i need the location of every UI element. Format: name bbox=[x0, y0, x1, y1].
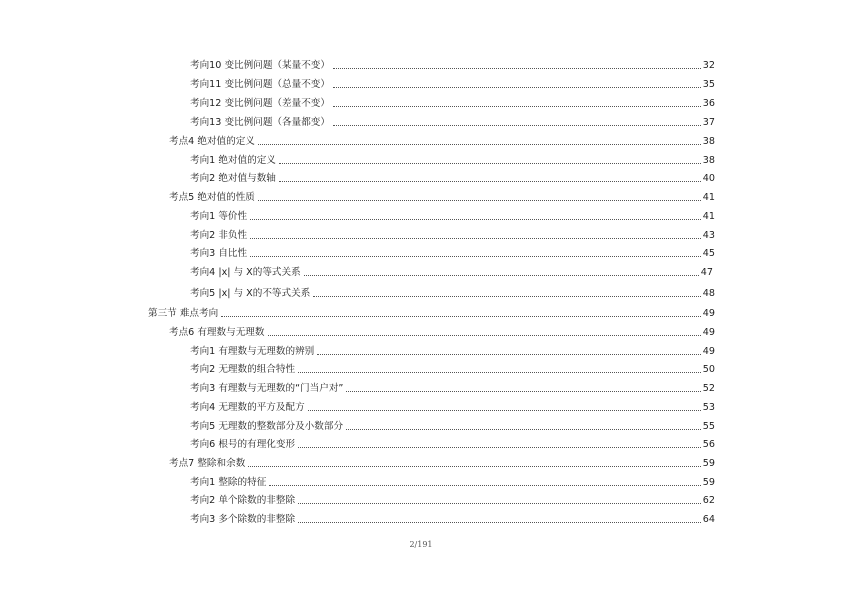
toc-leader-dots bbox=[308, 410, 701, 411]
toc-entry-title: 考向4 无理数的平方及配方 bbox=[190, 402, 305, 413]
toc-entry-title: 考向1 有理数与无理数的辨别 bbox=[190, 346, 315, 357]
toc-entry-page: 53 bbox=[702, 402, 715, 413]
toc-entry-title: 考向10 变比例问题（某量不变） bbox=[190, 60, 330, 71]
toc-leader-dots bbox=[346, 391, 700, 392]
toc-entry-page: 56 bbox=[702, 439, 715, 450]
toc-entry-page: 47 bbox=[700, 267, 713, 278]
toc-leader-dots bbox=[258, 200, 701, 201]
toc-entry-title: 考向1 等价性 bbox=[190, 211, 248, 222]
page-number-footer: 2/191 bbox=[409, 540, 433, 549]
toc-entry-title: 考向6 根号的有理化变形 bbox=[190, 439, 296, 450]
toc-entry-title: 考向3 自比性 bbox=[190, 248, 248, 259]
toc-entry[interactable] bbox=[190, 493, 715, 507]
toc-leader-dots bbox=[333, 68, 701, 69]
toc-entry-page: 45 bbox=[702, 248, 715, 259]
toc-leader-dots bbox=[250, 256, 701, 257]
toc-entry-title: 考向4 |x| 与 X的等式关系 bbox=[190, 267, 301, 278]
toc-entry[interactable] bbox=[190, 153, 715, 167]
toc-entry[interactable] bbox=[190, 171, 715, 185]
toc-leader-dots bbox=[313, 296, 700, 297]
toc-entry-page: 36 bbox=[702, 98, 715, 109]
toc-entry[interactable] bbox=[190, 228, 715, 242]
toc-entry-title: 考向12 变比例问题（差量不变） bbox=[190, 98, 330, 109]
toc-entry-page: 37 bbox=[702, 117, 715, 128]
toc-entry[interactable] bbox=[169, 456, 715, 470]
toc-entry-page: 38 bbox=[702, 136, 715, 147]
toc-entry[interactable] bbox=[190, 115, 715, 129]
toc-leader-dots bbox=[317, 354, 701, 355]
toc-leader-dots bbox=[279, 163, 701, 164]
toc-leader-dots bbox=[333, 106, 701, 107]
toc-entry[interactable] bbox=[169, 190, 715, 204]
toc-entry-page: 41 bbox=[702, 192, 715, 203]
toc-entry-title: 考向13 变比例问题（各量都变） bbox=[190, 117, 330, 128]
toc-leader-dots bbox=[250, 219, 701, 220]
toc-entry-page: 43 bbox=[702, 230, 715, 241]
toc-entry-title: 考点6 有理数与无理数 bbox=[169, 327, 265, 338]
toc-entry[interactable] bbox=[190, 419, 715, 433]
toc-entry-title: 考向2 绝对值与数轴 bbox=[190, 173, 276, 184]
toc-leader-dots bbox=[298, 503, 701, 504]
toc-entry[interactable] bbox=[190, 96, 715, 110]
toc-entry-page: 59 bbox=[702, 458, 715, 469]
toc-entry-title: 考向2 无理数的组合特性 bbox=[190, 364, 296, 375]
toc-entry-title: 考点5 绝对值的性质 bbox=[169, 192, 255, 203]
toc-entry[interactable] bbox=[190, 265, 713, 279]
toc-entry[interactable] bbox=[190, 344, 715, 358]
toc-entry-page: 32 bbox=[702, 60, 715, 71]
toc-leader-dots bbox=[279, 181, 701, 182]
toc-entry-title: 第三节 难点考向 bbox=[148, 308, 219, 319]
toc-entry-page: 52 bbox=[702, 383, 715, 394]
toc-entry[interactable] bbox=[190, 246, 715, 260]
toc-entry-page: 49 bbox=[702, 327, 715, 338]
toc-entry-title: 考向1 整除的特征 bbox=[190, 477, 267, 488]
toc-entry-page: 49 bbox=[702, 308, 715, 319]
toc-entry[interactable] bbox=[190, 381, 715, 395]
toc-entry-page: 48 bbox=[702, 288, 715, 299]
toc-entry[interactable] bbox=[190, 437, 715, 451]
toc-entry-page: 49 bbox=[702, 346, 715, 357]
toc-entry[interactable] bbox=[190, 77, 715, 91]
toc-entry[interactable] bbox=[190, 362, 715, 376]
toc-leader-dots bbox=[269, 485, 700, 486]
toc-leader-dots bbox=[221, 316, 701, 317]
toc-entry[interactable] bbox=[169, 134, 715, 148]
toc-entry-title: 考向5 |x| 与 X的不等式关系 bbox=[190, 288, 311, 299]
toc-entry-title: 考点4 绝对值的定义 bbox=[169, 136, 255, 147]
toc-entry-title: 考向11 变比例问题（总量不变） bbox=[190, 79, 330, 90]
toc-entry-page: 55 bbox=[702, 421, 715, 432]
toc-entry-title: 考点7 整除和余数 bbox=[169, 458, 246, 469]
toc-entry-page: 50 bbox=[702, 364, 715, 375]
toc-entry[interactable] bbox=[190, 400, 715, 414]
toc-leader-dots bbox=[298, 447, 701, 448]
toc-entry[interactable] bbox=[169, 325, 715, 339]
toc-entry[interactable] bbox=[148, 306, 715, 320]
toc-entry[interactable] bbox=[190, 512, 715, 526]
toc-entry[interactable] bbox=[190, 286, 715, 300]
toc-leader-dots bbox=[346, 429, 701, 430]
toc-entry[interactable] bbox=[190, 475, 715, 489]
toc-entry-title: 考向2 单个除数的非整除 bbox=[190, 495, 296, 506]
toc-leader-dots bbox=[333, 87, 701, 88]
toc-entry-page: 59 bbox=[702, 477, 715, 488]
toc-leader-dots bbox=[298, 372, 701, 373]
toc-entry-page: 64 bbox=[702, 514, 715, 525]
toc-entry-page: 62 bbox=[702, 495, 715, 506]
toc-entry-page: 38 bbox=[702, 155, 715, 166]
toc-entry-title: 考向5 无理数的整数部分及小数部分 bbox=[190, 421, 344, 432]
toc-leader-dots bbox=[268, 335, 701, 336]
toc-leader-dots bbox=[304, 275, 699, 276]
toc-entry-title: 考向1 绝对值的定义 bbox=[190, 155, 276, 166]
toc-leader-dots bbox=[250, 238, 701, 239]
toc-leader-dots bbox=[298, 522, 701, 523]
toc-entry-title: 考向2 非负性 bbox=[190, 230, 248, 241]
toc-entry[interactable] bbox=[190, 209, 715, 223]
toc-leader-dots bbox=[258, 144, 701, 145]
toc-entry[interactable] bbox=[190, 58, 715, 72]
toc-leader-dots bbox=[333, 125, 701, 126]
toc-entry-page: 40 bbox=[702, 173, 715, 184]
toc-entry-page: 35 bbox=[702, 79, 715, 90]
toc-entry-title: 考向3 有理数与无理数的“门当户对” bbox=[190, 383, 344, 394]
toc-entry-title: 考向3 多个除数的非整除 bbox=[190, 514, 296, 525]
toc-entry-page: 41 bbox=[702, 211, 715, 222]
toc-leader-dots bbox=[248, 466, 700, 467]
